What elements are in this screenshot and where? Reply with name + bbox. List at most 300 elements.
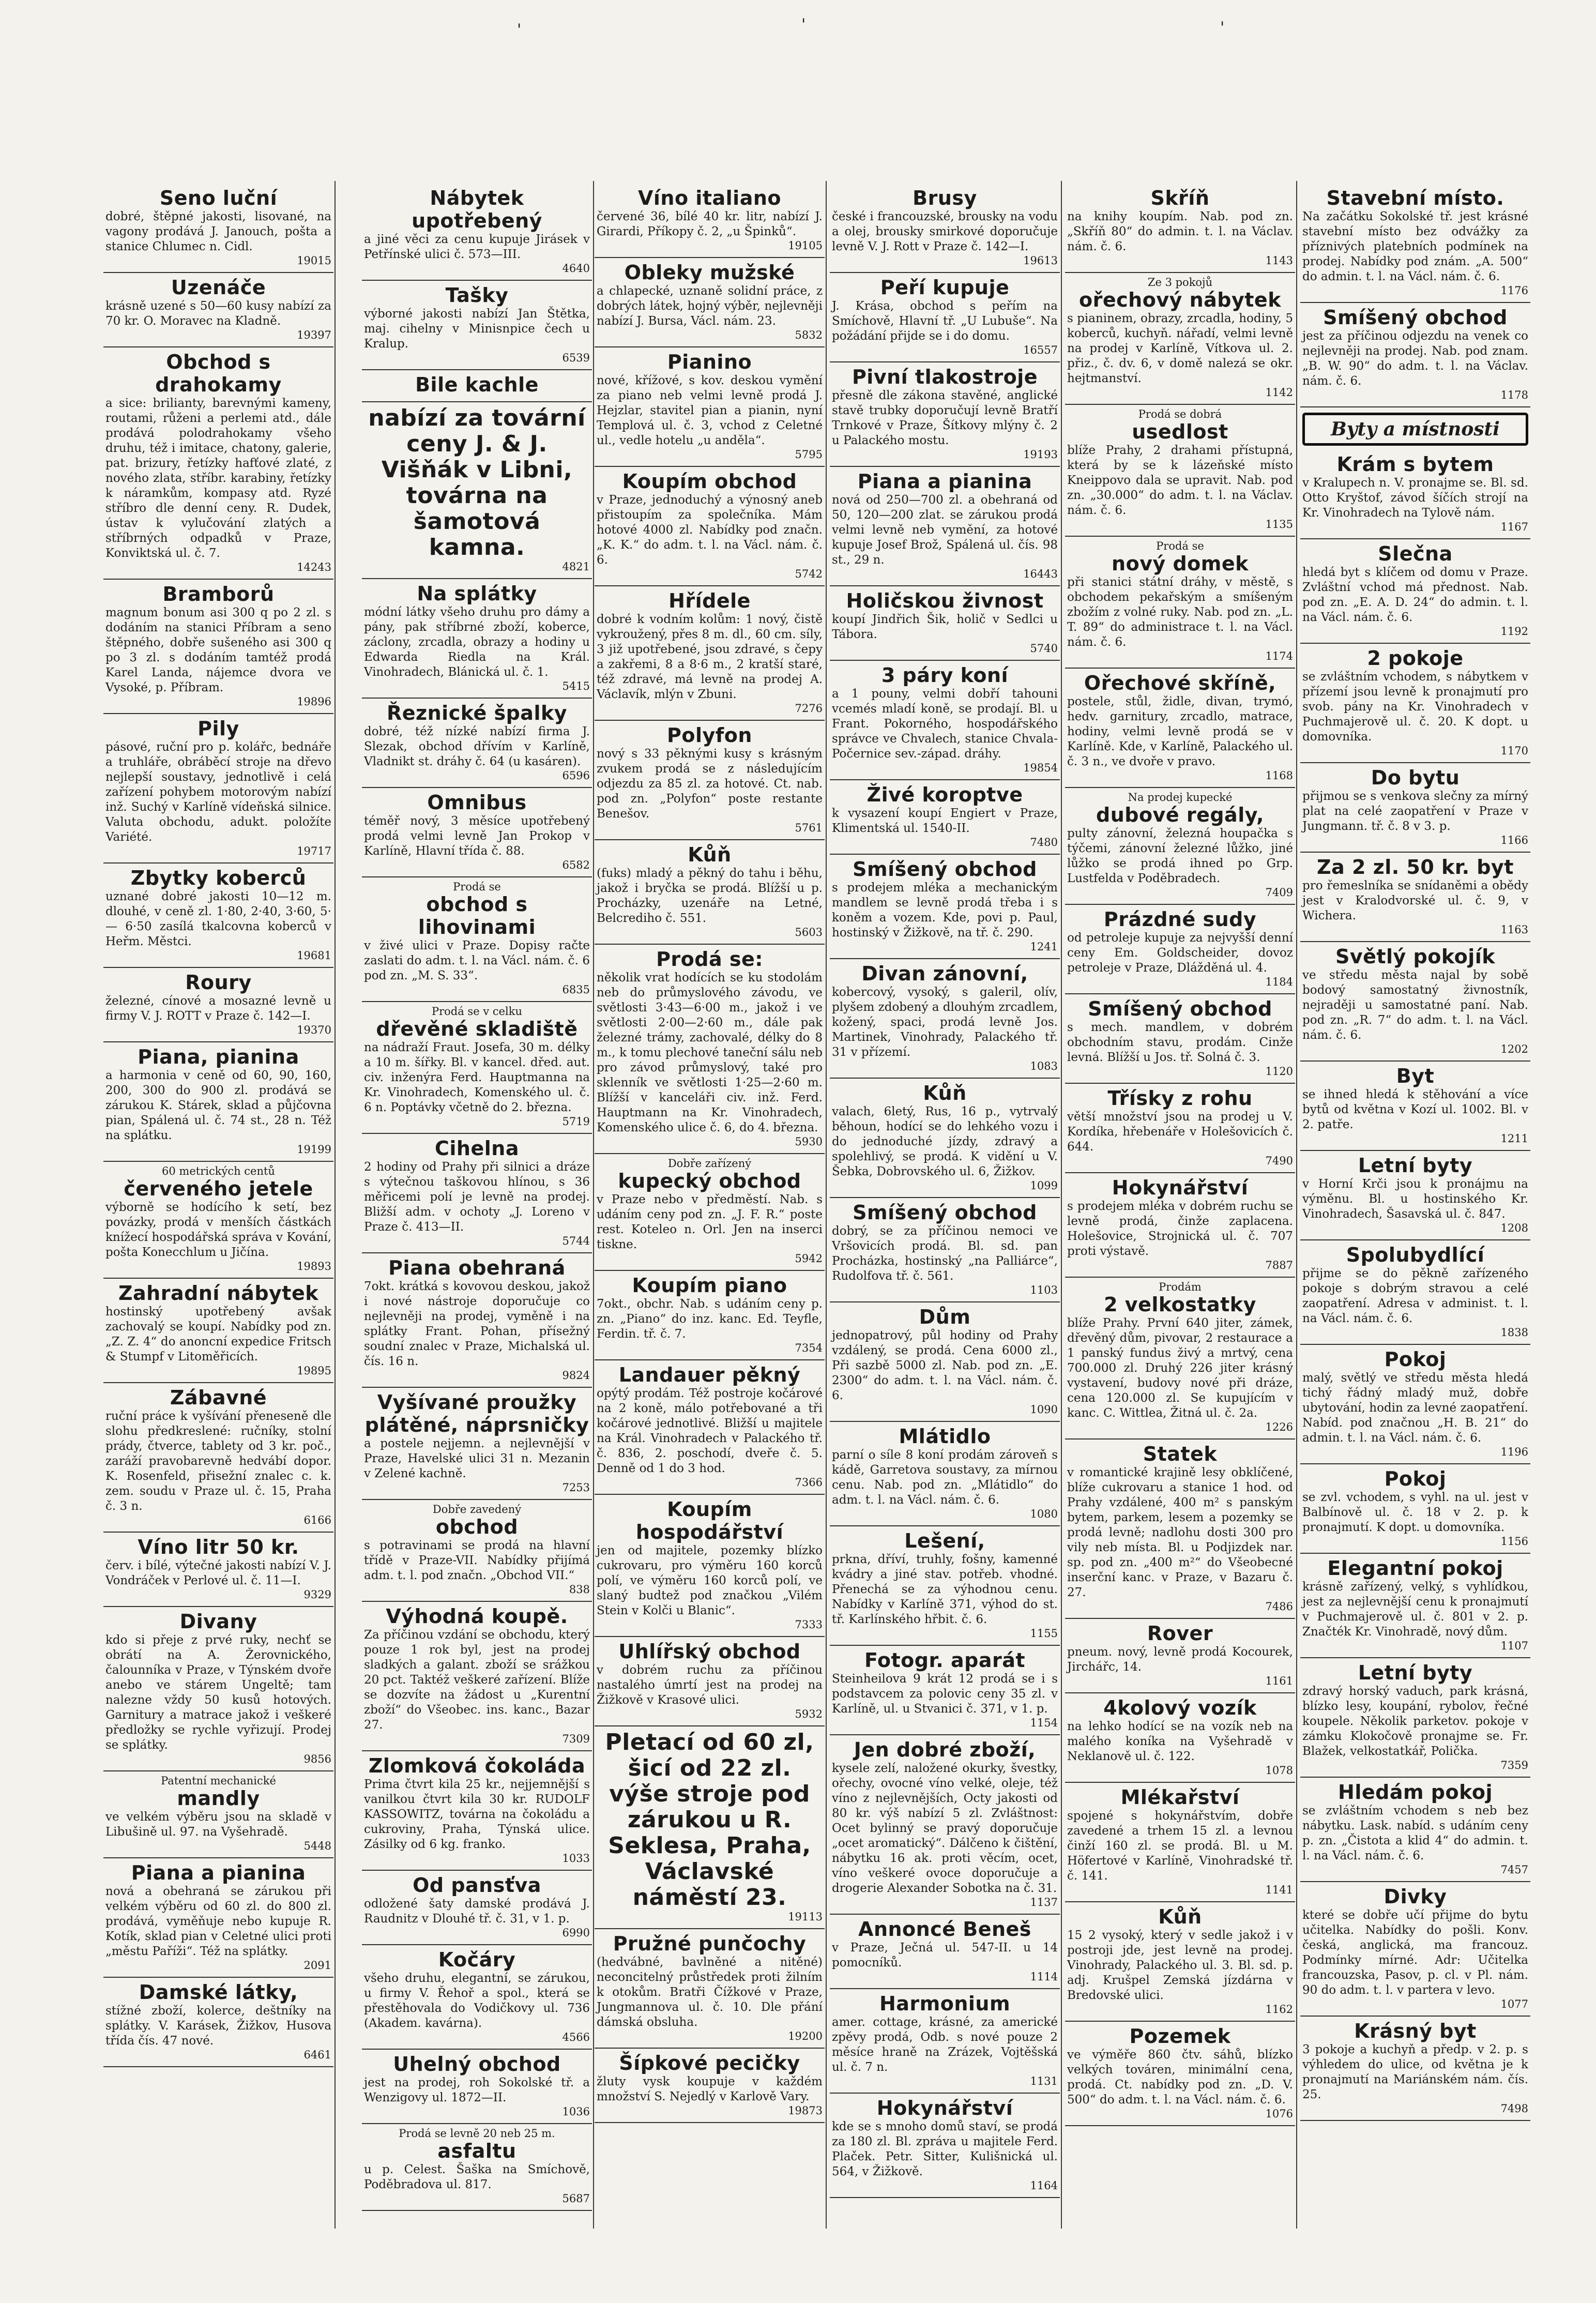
ad-body: se zvláštním vchodem, s nábytkem v přízemí jsou levně k pronajmutí pro svob. pány na Kr. Vinohradech v Puchmajerově ul. č. 20. K dopt. u domovníka. [1302,670,1528,744]
ad-title: Od pansťva [413,1874,541,1897]
classified-ad [1065,2022,1295,2126]
ad-body: (fuks) mladý a pěkný do tahu i běhu, jakož i bryčka se prodá. Blížší u p. Procházky, uzenáře na Letné, Belcrediho č. 551. [597,867,823,925]
ad-body: a postele nejjemn. a nejlevnější v Praze, Havelské ulici 31 n. Mezanin v Zelené kachně. [364,1437,590,1480]
classified-ad [362,1500,592,1602]
ad-body: ve středu města najal by sobě bodový samostatný živnostník, nejraději u samostatné paní. Nab. pod zn. „R. 7“ do adm. t. l. na Václ. nám. č. 6. [1302,968,1528,1042]
classified-ad [595,1929,825,2049]
ad-body: kysele zelí, naložené okurky, švestky, ořechy, ovocné víno velké, oleje, též víno z nejlevnějších, Octy jakosti od 80 kr. výš nabízí 5 zl. Zvláštnost: Ocet bylinný se pravý doporučuje „ocet aromatický“. Dálčeno k čištění, nábytku 16 ak. proti věcím, ocet, víno veškeré ovoce doporučuje a drogerie Alexander Sobotka na č. 31. [832,1762,1058,1895]
ad-body: parní o síle 8 koní prodám zároveň s kádě, Garretova soustavy, za mírnou cenu. Nab. pod zn. „Mlátidlo“ do adm. t. l. na Václ. nám. č. 6. [832,1448,1058,1507]
ad-body: ve výměře 860 čtv. sáhů, blízko velkých továren, minimální cena, prodá. Ct. nabídky pod zn. „D. V. 500“ do adm. t. l. na Václ. nám. č. 6. [1067,2048,1293,2107]
ad-title: Koupím obchod [622,470,797,493]
ad-pretitle: Prodá se v celku [431,1005,523,1018]
ad-title: Tašky [445,284,509,307]
ad-body: kdo si přeje z prvé ruky, nechť se obrátí na A. Žerovnického, čalounníka v Praze, v Týnském dvoře anebo ve stárem Ungeltě; tam nalezne vždy 50 kusů hotových. Garnitury a matrace jakož i veškeré předložky se rychle vyřizují. Prodej se splátky. [105,1633,331,1752]
ad-title: Piana obehraná [388,1256,566,1279]
ad-title: Do bytu [1371,766,1460,789]
ad-code: 5932 [795,1708,823,1720]
ad-code: 5719 [562,1115,590,1128]
ad-body: železné, cínové a mosazné levně u firmy V. J. ROTT v Praze č. 142—I. [105,994,331,1023]
ad-body: pro řemeslníka se snídaněmi a obědy jest v Kralodvorské ul. č. 9, v Wichera. [1302,879,1528,922]
ad-body: dobré, štěpné jakosti, lisované, na vagony prodává J. Janouch, pošta a stanice Chlumec n. Cidl. [105,210,331,253]
classified-ad [595,258,825,347]
ad-title: Jen dobré zboží, [854,1738,1036,1761]
ad-body: výborné jakosti nabízí Jan Štětka, maj. cihelny v Minisnpice čech u Kralup. [364,307,590,351]
ad-body: 7okt. krátká s kovovou deskou, jakož i nové nástroje doporučuje co nejlevněji na prodej, vyměně i na splátky Frant. Pohan, přísežný soudní znalec v Praze, Michalská ul. čís. 16 n. [364,1280,590,1368]
ad-body: blíže Prahy, 2 drahami přístupná, která by se k lázeňské místo Kneippovo dala se upravit. Nab. pod zn. „30.000“ do adm. t. l. na Václav. nám. č. 6. [1067,444,1293,517]
ad-body: několik vrat hodících se ku stodolám neb do průmyslového závodu, ve světlosti 3·43—6·00 m., jakož i ve světlosti 2·00—2·60 m., dále pak železné trámy, zachovalé, délky do 8 m., k tomu plechové taneční sálu neb pro závod průmyslový, také pro sklenník ve světlosti 1·25—2·60 m. Blížší v kanceláři civ. inž. Ferd. Hauptmann na Kr. Vinohradech, Komenského ulice č. 6, do 4. března. [597,971,823,1134]
classified-ad [595,1154,825,1271]
ad-code: 1178 [1500,389,1528,401]
classified-ad [595,347,825,467]
ad-code: 1078 [1265,1764,1293,1777]
classified-ad [1065,1783,1295,1902]
ad-title: Annoncé Beneš [858,1918,1031,1941]
column-3 [595,184,825,2226]
ad-title: Piana, pianina [138,1046,299,1068]
classified-ad [830,362,1060,467]
classified-ad [1300,1464,1530,1554]
ad-code: 7887 [1265,1259,1293,1271]
ad-body: na knihy koupím. Nab. pod zn. „Skříň 80“ do admin. t. l. na Václav. nám. č. 6. [1067,210,1293,253]
ad-body: malý, světlý ve středu města hledá tichý řádný mladý muž, dobře ubytování, hodin za levné zaopatření. Nabíd. pod značnou „H. B. 21“ do admin. t. l. na Václ. nám. č. 6. [1302,1371,1528,1445]
ad-title: Koupím hospodářství [635,1498,784,1543]
ad-title: Seno luční [159,187,278,209]
column-rule [593,181,594,2229]
ad-code: 1202 [1500,1043,1528,1055]
ad-title: Pokoj [1384,1467,1447,1490]
classified-ad [103,1042,333,1162]
ad-title: Dům [919,1306,971,1328]
classified-ad [362,1871,592,1945]
ad-title: Uhlířský obchod [618,1640,801,1663]
classified-ad [362,402,592,579]
column-1 [103,184,333,2226]
ad-body: postele, stůl, židle, divan, trymó, hedv. garnitury, zrcadlo, matrace, hodiny, velmi levně prodá se v Karlíně. Kde, v Karlíně, Palackého ul. č. 3 n., ve dvoře v pravo. [1067,695,1293,768]
classified-ad [362,788,592,877]
ad-title: Pozemek [1129,2025,1231,2048]
ad-title: Kůň [923,1082,967,1104]
classified-ad [1065,1902,1295,2022]
ad-title: Piana a pianina [131,1861,306,1884]
ad-body: od petroleje kupuje za nejvyšší denní ceny Em. Goldscheider, dovoz petroleje v Praze, Dlážděná ul. 4. [1067,931,1293,975]
ad-title: Víno italiano [637,187,781,209]
ad-title: dřevěné skladiště [376,1018,578,1040]
ad-code: 19893 [297,1260,331,1272]
ad-code: 6835 [562,983,590,996]
ad-code: 19895 [297,1365,331,1377]
classified-ad [1065,405,1295,537]
classified-ad [1300,942,1530,1062]
ad-code: 9824 [562,1369,590,1382]
classified-ad [103,1383,333,1533]
ad-body: se zvl. vchodem, s vyhl. na ul. jest v Balbínově ul. č. 18 v 2. p. k pronajmutí. K dopt. u domovníka. [1302,1491,1528,1534]
column-2 [362,184,592,2226]
ad-code: 1103 [1030,1284,1058,1296]
classified-ad [830,661,1060,780]
ad-title: Pletací od 60 zl, šicí od 22 zl. výše stroje pod zárukou u R. Seklesa, Praha, Václavské náměstí 23. [605,1729,814,1911]
classified-ad [103,714,333,863]
ad-title: Cihelna [435,1137,519,1160]
ad-body: nová a obehraná se zárukou při velkém výběru od 60 zl. do 800 zl. prodává, vyměňuje nebo kupuje R. Kotík, sklad pian v Celetné ulici proti „městu Paříži“. Též na splátky. [105,1885,331,1958]
ad-pretitle: Prodá se levně 20 neb 25 m. [399,2127,555,2140]
ad-body: a sice: brilianty, barevnými kameny, routami, růženi a perlemi atd., dále prodává polodrahokamy všeho druhu, též i imitace, chatony, galerie, pat. brizury, řetízky hafťové zlaté, z nového zlata, stříbr. karabiny, řetízky k náramkům, kompasy atd. Ryzé stříbro dle denní ceny. R. Dudek, ústav k vylučování zlatých a stříbrných odpadků v Praze, Konviktská ul. č. 7. [105,397,331,560]
ad-title: Zábavné [170,1386,267,1409]
ad-body: valach, 6letý, Rus, 16 p., vytrvalý běhoun, hodící se do lehkého vozu i do jednoduché jízdy, zdravý a spolehlivý, se prodá. K vidění u V. Šebka, Dobrovského ul. 6, Žižkov. [832,1105,1058,1178]
ad-code: 7457 [1500,1863,1528,1876]
ad-body: 3 pokoje a kuchyň a předp. v 2. p. s výhledem do ulice, od května je k pronajmutí na Mariánském nám. čís. 25. [1302,2043,1528,2101]
classified-ad [1300,1882,1530,2017]
ad-title: Smíšený obchod [1323,306,1508,329]
ad-body: a harmonia v ceně od 60, 90, 160, 200, 300 do 900 zl. prodává se zárukou K. Stárek, sklad a půjčovna pian, Spálená ul. č. 74 st., 28 n. Též na splátku. [105,1069,331,1142]
ad-code: 6596 [562,769,590,782]
ad-title: 2 velkostatky [1104,1293,1256,1316]
ad-title: Krásný byt [1354,2020,1477,2042]
ad-code: 5448 [303,1840,331,1852]
classified-ad [1300,539,1530,644]
ad-code: 5795 [795,448,823,461]
ad-title: asfaltu [437,2140,516,2162]
ad-code: 7276 [795,702,823,715]
ad-code: 1164 [1030,2179,1058,2192]
classified-ad [830,1422,1060,1526]
section-heading-box: Byty a místnosti [1302,413,1528,446]
ad-code: 1184 [1265,976,1293,988]
column-rule [335,181,336,2229]
ad-pretitle: Prodá se [453,881,501,893]
ad-code: 1176 [1500,284,1528,297]
ad-code: 7480 [1030,836,1058,849]
ad-body: které se dobře učí přijme do bytu učitelka. Nabídky do pošli. Konv. česká, anglická, ma francouz. Podmínky mírné. Adr: Učitelka francouzska, Pasov, p. cl. v Pl. nám. 90 do adm. t. l. v partera v levo. [1302,1908,1528,1997]
classified-ad [1065,1084,1295,1173]
ad-body: pneum. nový, levně prodá Kocourek, Jirchářc, 14. [1067,1645,1293,1674]
ad-title: Brusy [913,187,977,209]
ad-body: v dobrém ruchu za příčinou nastalého úmrtí jest na prodej na Žižkově v Krasové ulici. [597,1663,823,1707]
ad-code: 5742 [795,568,823,580]
classified-ad [830,855,1060,959]
ad-code: 1080 [1030,1508,1058,1520]
classified-ad [1065,537,1295,669]
classified-ad [1300,1345,1530,1464]
classified-ad [1300,450,1530,539]
ad-title: usedlost [1132,420,1228,443]
ad-body: 2 hodiny od Prahy při silnici a dráze s výtečnou taškovou hlínou, s 36 měřicemi polí je levně na prodej. Bližší adm. v ochoty „J. Loreno v Praze č. 413—II. [364,1160,590,1234]
ad-title: Uhelný obchod [393,2053,561,2075]
ad-body: červ. i bílé, výtečné jakosti nabízí V. J. Vondráček v Perlové ul. č. 11—I. [105,1559,331,1587]
classified-ad [362,281,592,370]
ad-title: Roury [185,971,252,994]
ad-title: ořechový nábytek [1079,289,1281,311]
ad-body: pulty zánovní, železná houpačka s týčemi, zánovní železné lůžko, jiné lůžko se prodá ihned po Grp. Lustfelda v Poděbradech. [1067,827,1293,885]
ad-code: 1162 [1265,2003,1293,2016]
classified-ad [595,2049,825,2123]
ad-code: 1170 [1500,745,1528,757]
ad-code: 6539 [562,352,590,364]
ad-body: s mech. mandlem, v dobrém obchodním stavu, prodám. Cinže levná. Blížší u Jos. tř. Solná č. 3. [1067,1021,1293,1064]
ad-code: 2091 [303,1959,331,1972]
ad-body: na lehko hodící se na vozík neb na malého koníka na Vyšehradě v Neklanově ul. č. 122. [1067,1720,1293,1763]
ad-pretitle: Prodá se dobrá [1138,408,1222,420]
ad-body: Prima čtvrt kila 25 kr., nejjemnější s vanilkou čtvrt kila 30 kr. RUDOLF KASSOWITZ, továrna na čokoládu a cukroviny, Praha, Týnská ulice. Zásilky od 6 kg. franko. [364,1778,590,1851]
ad-code: 4566 [562,2031,590,2043]
ad-title: Spolubydlící [1346,1244,1485,1266]
ad-code: 5744 [562,1235,590,1247]
classified-ad [1065,273,1295,405]
ad-code: 7333 [795,1618,823,1631]
ad-title: Divan zánovní, [861,962,1028,985]
ad-code: 1143 [1265,254,1293,267]
ad-code: 1208 [1500,1222,1528,1234]
ad-code: 19113 [788,1911,823,1923]
classified-ad [595,586,825,721]
classified-ad [103,1858,333,1978]
ad-code: 19873 [788,2104,823,2117]
ad-code: 7490 [1265,1155,1293,1167]
classified-ad [830,959,1060,1079]
ad-body: u p. Celest. Šaška na Smíchově, Poděbradova ul. 817. [364,2163,590,2191]
ad-title: Pivní tlakostroje [852,366,1038,388]
ad-code: 1083 [1030,1060,1058,1072]
ad-title: Mlátidlo [899,1425,991,1448]
ad-code: 1241 [1030,941,1058,953]
ad-body: s prodejem mléka v dobrém ruchu se levně prodá, činže zaplacena. Holešovice, Strojnická ul. č. 707 proti výstavě. [1067,1200,1293,1258]
ad-pretitle: Patentní mechanické [161,1775,276,1787]
ad-code: 19193 [1023,448,1058,461]
ad-body: nové, křížové, s kov. deskou vymění za piano neb velmi levně prodá J. Hejzlar, stavitel pian a pianin, nyní Templová ul. č. 3, vchod z Celetné ul., vedle hotelu „u anděla“. [597,374,823,447]
ad-title: Holičskou živnost [846,589,1044,612]
ad-title: 3 páry koní [881,664,1009,687]
ad-body: při stanici státní dráhy, v městě, s obchodem pekařským a smíšeným zbožím z volné ruky. Nab. pod zn. „L. T. 89“ do administrace t. l. na Václ. nám. č. 6. [1067,575,1293,649]
classified-ad [362,1945,592,2050]
ad-title: nabízí za tovární ceny J. & J. Višňák v Libni, továrna na šamotová kamna. [368,405,586,560]
ad-title: Kůň [1158,1905,1202,1928]
ad-title: Třísky z rohu [1107,1087,1253,1110]
ad-code: 1156 [1500,1535,1528,1548]
ad-code: 5603 [795,926,823,938]
ad-body: červené 36, bílé 40 kr. litr, nabízí J. Girardi, Příkopy č. 2, „u Špinků“. [597,210,823,238]
ad-title: Živé koroptve [867,783,1023,806]
classified-ad [830,1735,1060,1915]
ad-code: 19200 [788,2030,823,2042]
ad-title: Damské látky, [139,1981,298,2004]
ad-body: v Praze nebo v předměstí. Nab. s udáním ceny pod zn. „J. F. R.“ poste rest. Koteleo n. Orl. Jen na inserci tiskne. [597,1193,823,1251]
classified-ad [830,1079,1060,1198]
ad-code: 7498 [1500,2102,1528,2115]
classified-ad [1300,853,1530,942]
ad-code: 5832 [795,329,823,341]
ad-body: se zvláštním vchodem s neb bez nábytku. Lask. nabíd. s udáním ceny p. zn. „Čistota a klid 4“ do admin. t. l. na Václ. nám. č. 6. [1302,1804,1528,1862]
ad-title: 4kolový vozík [1103,1696,1257,1719]
ad-code: 7354 [795,1342,823,1354]
ad-code: 4640 [562,262,590,275]
ad-title: Vyšívané proužky plátěné, náprsničky [364,1391,589,1436]
ad-title: Statek [1143,1443,1218,1465]
ad-code: 1838 [1500,1326,1528,1339]
ad-title: Kočáry [438,1948,516,1971]
ad-body: s prodejem mléka a mechanickým mandlem se levně prodá třeba i s koněm a vozem. Kde, povi p. Paul, hostinský v Žižkově, na tř. č. 290. [832,881,1058,940]
ad-body: s potravinami se prodá na hlavní třídě v Praze-VII. Nabídky přijímá adm. t. l. pod značn. „Obchod VII.“ [364,1539,590,1582]
ad-title: Zahradní nábytek [118,1282,319,1305]
ad-body: všeho druhu, elegantní, se zárukou, u firmy V. Řehoř a spol., která se přestěhovala do Vodičkovy ul. 736 (Akadem. kavárna). [364,1972,590,2030]
ad-body: k vysazení koupí Engiert v Praze, Klimentská ul. 1540-II. [832,807,1058,835]
ad-code: 9856 [303,1753,331,1765]
classified-ad [1300,2017,1530,2121]
ad-code: 6166 [303,1514,331,1526]
ad-body: v živé ulici v Praze. Dopisy račte zaslati do adm. t. l. na Václ. nám. č. 6 pod zn. „M. S. 33“. [364,939,590,982]
ad-title: Lešení, [904,1529,985,1552]
ad-code: 16557 [1023,344,1058,356]
classified-ad [1065,1278,1295,1440]
column-rule [826,181,827,2229]
ad-title: Piana a pianina [857,470,1032,493]
ad-title: Elegantní pokoj [1327,1557,1503,1580]
ad-title: Světlý pokojík [1335,945,1496,968]
ad-title: Polyfon [667,724,752,747]
ad-code: 9329 [303,1588,331,1601]
ad-title: Hřídele [668,589,751,612]
ad-title: Hokynářství [876,2097,1013,2119]
ad-pretitle: Prodám [1159,1281,1202,1293]
ad-code: 1077 [1500,1998,1528,2010]
column-rule [1296,181,1297,2229]
classified-ad [362,1602,592,1751]
classified-ad [103,347,333,580]
classified-ad [1065,994,1295,1084]
ad-body: dobrý, se za příčinou nemoci ve Vršovicích prodá. Bl. sd. pan Procházka, hostinský „na Palliárce“, Rudolfova tř. č. 561. [832,1224,1058,1283]
ad-code: 1192 [1500,625,1528,638]
ad-title: Krám s bytem [1336,453,1494,476]
classified-ad [1065,1440,1295,1619]
ad-body: kobercový, vysoký, s galeril, olív, plyšem zdobený a dlouhým zrcadlem, kožený, spaci, prodá levně Jos. Martinek, Vinohrady, Palackého tř. 31 v přízemí. [832,986,1058,1059]
ad-body: dobré k vodním kolům: 1 nový, čistě vykroužený, přes 8 m. dl., 60 cm. síly, 3 již upotřebené, jsou zdravé, s čepy a zakřemi, 8 a 8·6 m., 2 kratší staré, též zdravé, má levně na prodej A. Václavík, mlýn v Zbuni. [597,613,823,701]
ad-code: 1120 [1265,1065,1293,1078]
ad-code: 1155 [1030,1627,1058,1640]
ad-title: Prázdné sudy [1103,908,1257,931]
ad-title: Pianino [667,351,752,373]
ad-title: Mlékařství [1120,1786,1240,1809]
ad-body: téměř nový, 3 měsíce upotřebený prodá velmi levně Jan Prokop v Karlíně, Hlavní třída č. 88. [364,814,590,858]
ad-title: mandly [177,1787,260,1810]
ad-code: 19717 [297,845,331,857]
classified-ad [1300,644,1530,763]
ad-code: 1142 [1265,386,1293,399]
classified-ad [830,273,1060,362]
ad-body: amer. cottage, krásné, za americké zpěvy prodá, Odb. s nové pouze 2 měsíce hraně na Zrázek, Vojtěšská ul. č. 7 n. [832,2016,1058,2074]
ad-body: na nádraží Fraut. Josefa, 30 m. délky a 10 m. šířky. Bl. v kancel. dřed. aut. civ. inženýra Ferd. Hauptmanna na Kr. Vinohradech, Komenského ul. č. 6 n. Poptávky včetně do 2. března. [364,1041,590,1114]
ad-body: Steinheilova 9 krát 12 prodá se i s podstavcem za polovic ceny 35 zl. v Karlíně, ul. u Stvanici č. 371, v 1. p. [832,1672,1058,1716]
classified-ad [103,1978,333,2067]
ad-code: 1033 [562,1852,590,1865]
classified-ad [595,1726,825,1929]
ad-body: stížné zboží, kolerce, deštníky na splátky. V. Karásek, Žižkov, Husova třída čís. 47 nové. [105,2004,331,2048]
ad-code: 14243 [297,561,331,573]
ad-body: dobré, též nízké nabízí firma J. Slezak, obchod dřívím v Karlíně, Vladnikt st. dráhy č. 64 (u kasáren). [364,725,590,768]
classified-ad [1300,184,1530,303]
classified-ad [1300,303,1530,407]
ad-title: Na splátky [417,582,537,605]
ad-title: Harmonium [879,1992,1011,2015]
ad-title: 2 pokoje [1367,647,1464,670]
ad-body: krásně zařízený, velký, s vyhlídkou, jest za nejlevnější cenu k pronajmutí v Puchmajerově ul. č. 801 v 2. p. Značték Kr. Vinohradě, nový dům. [1302,1580,1528,1639]
header-mark-2: ' [801,16,806,34]
ad-code: 19397 [297,329,331,341]
ad-code: 1137 [1030,1896,1058,1908]
ad-title: Smíšený obchod [1088,997,1272,1020]
ad-body: koupí Jindřich Šik, holič v Sedlci u Tábora. [832,613,1058,641]
ad-title: Obleky mužské [624,261,795,284]
classified-ad [1065,669,1295,788]
classified-ad [595,1360,825,1495]
ad-title: nový domek [1112,552,1249,575]
ad-code: 19370 [297,1024,331,1036]
ad-pretitle: Prodá se [1156,540,1204,552]
ad-body: zdravý horský vaduch, park krásná, blízko lesy, koupání, rybolov, řečné koupele. Několik parketov. pokoje v zámku Klokočově pronajme se. Fr. Blažek, velkostatkář, Polička. [1302,1685,1528,1758]
ad-body: hostinský upotřebený avšak zachovalý se koupí. Nabídky pod zn. „Z. Z. 4“ do anoncní expedice Fritsch & Stumpf v Litoměřicích. [105,1305,331,1363]
classified-ad [362,1388,592,1500]
ad-code: 7309 [562,1733,590,1745]
ad-body: české i francouzské, brousky na vodu a olej, brousky smirkové doporučuje levně V. J. Rott v Praze č. 142—I. [832,210,1058,253]
ad-title: Nábytek upotřebený [412,187,542,232]
ad-code: 19199 [297,1143,331,1156]
ad-title: Byt [1396,1065,1435,1087]
ad-body: jen od majitele, pozemky blízko cukrovaru, pro výměru 160 korců polí, ve výměru 160 korců polí, ve slaný budtež pod značkou „Vilém Stein v Kolči u Blanic“. [597,1544,823,1617]
ad-title: Pokoj [1384,1348,1447,1371]
ad-code: 1141 [1265,1884,1293,1896]
ad-code: 6461 [303,2049,331,2061]
ad-code: 6990 [562,1927,590,1939]
ad-code: 19015 [297,254,331,267]
ad-body: přijmou se s venkova slečny za mírný plat na celé zaopatření v Praze v Jungmann. tř. č. 8 v 3. p. [1302,790,1528,833]
classified-ad [595,467,825,586]
classified-ad [362,579,592,699]
ad-body: (hedvábné, bavlněné a nitěné) neconcitelný průstředek proti žilním k otokům. Bratři Čížkové v Praze, Jungmannova ul. č. 10. Dle přání dámská obsluha. [597,1956,823,2029]
ad-code: 1154 [1030,1717,1058,1729]
ad-pretitle: Dobře zařízený [667,1157,752,1170]
ad-code: 7486 [1265,1600,1293,1613]
classified-ad [362,1134,592,1253]
ad-code: 7409 [1265,886,1293,899]
ad-title: Šípkové pecičky [619,2052,800,2074]
classified-ad [595,184,825,258]
classified-ad [830,1198,1060,1302]
column-6 [1300,184,1530,2226]
ad-title: Stavební místo. [1326,187,1504,209]
classified-ad [362,1002,592,1134]
ad-title: Kůň [688,843,732,866]
ad-code: 1167 [1500,521,1528,533]
ad-title: Zlomková čokoláda [368,1754,586,1777]
classified-ad [830,1302,1060,1422]
header-mark-3: ' [1220,19,1225,37]
classified-ad [362,184,592,281]
ad-title: Víno litr 50 kr. [138,1536,299,1558]
classified-ad [362,1253,592,1388]
ad-title: Hledám pokoj [1338,1781,1493,1804]
ad-title: Výhodná koupě. [386,1605,568,1628]
ad-body: ve velkém výběru jsou na skladě v Libušině ul. 97. na Vyšehradě. [105,1810,331,1839]
ad-body: módní látky všeho druhu pro dámy a pány, pak stříbrné zboží, koberce, záclony, zrcadla, obrazy a hodiny u Edwarda Riedla na Král. Vinohradech, Blánická ul. č. 1. [364,605,590,679]
ad-code: 19613 [1023,254,1058,267]
ad-body: prkna, dříví, truhly, fošny, kamenné kvádry a jiné stav. potřeb. vhodné. Přenechá se za výhodnou cenu. Nabídky v Karlíně 371, výhod do st. tř. Karlínského hřbit. č. 6. [832,1553,1058,1626]
ad-code: 19681 [297,949,331,962]
ad-body: přesně dle zákona stavěné, anglické stavě trubky doporučují levně Bratří Trnkové v Praze, Šítkovy mlýny č. 2 u Palackého mostu. [832,389,1058,447]
ad-title: Letní byty [1358,1661,1473,1684]
ad-body: magnum bonum asi 300 q po 2 zl. s dodáním na stanici Příbram a seno štěpného, dobře sušeného asi 300 q po 3 zl. s dodáním tamtéž prodá Karel Landa, nájemce dvora ve Vysoké, p. Příbram. [105,606,331,694]
ad-title: Bramborů [162,583,275,605]
classified-ad [595,1271,825,1360]
classified-ad [1065,1619,1295,1693]
ad-body: v Horní Krči jsou k pronájmu na výměnu. Bl. u hostinského Kr. Vinohradech, Šasavská ul. č. 847. [1302,1177,1528,1221]
ad-code: 19105 [788,239,823,252]
